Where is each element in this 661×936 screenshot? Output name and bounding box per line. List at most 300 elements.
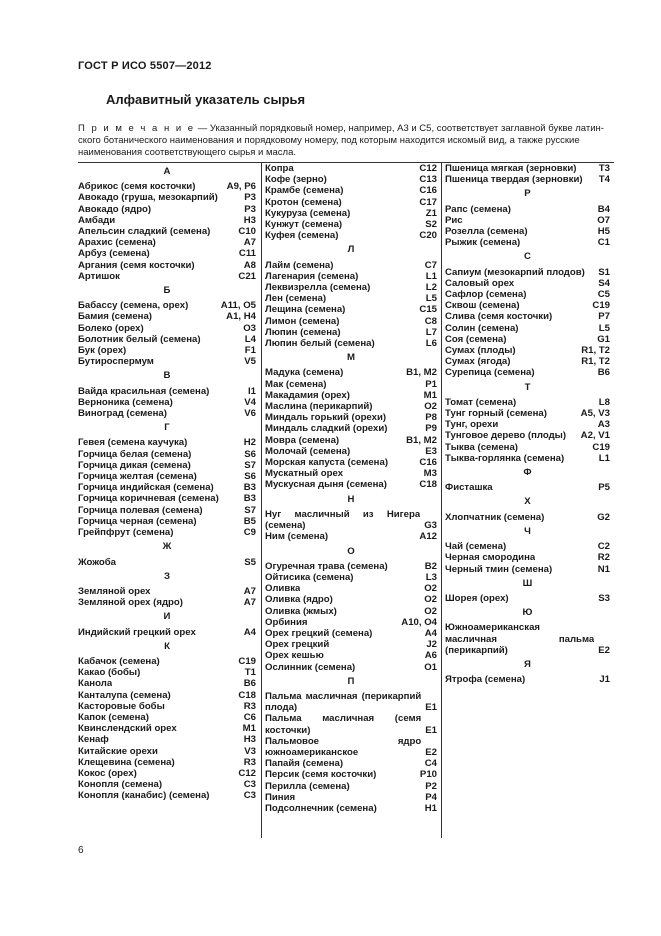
index-entry (265, 379, 437, 390)
entry-name: Верноника (семена) (78, 396, 173, 408)
entry-name: Земляной орех (ядро) (78, 597, 183, 609)
index-entry (265, 736, 437, 758)
entry-code: А7 (243, 597, 256, 609)
index-entry (265, 412, 437, 423)
entry-name: Горчица белая (семена) (78, 448, 192, 460)
entry-code: Е1 (425, 702, 437, 714)
entry-name: Черный тмин (семена) (445, 563, 553, 575)
entry-name: Авокадо (ядро) (78, 203, 152, 215)
entry-code: О2 (424, 605, 437, 617)
entry-code: М3 (423, 468, 437, 480)
section-letter: Ч (524, 525, 531, 537)
entry-name: Касторовые бобы (78, 700, 165, 712)
entry-name: Люпин (семена) (265, 326, 341, 338)
entry-code: Н3 (243, 214, 256, 226)
entry-code: N1 (597, 563, 610, 575)
index-entry (78, 482, 256, 493)
entry-name: Капок (семена) (78, 711, 149, 723)
entry-code: О2 (424, 401, 437, 413)
index-entry (78, 323, 256, 334)
section-letter: Г (164, 422, 170, 434)
entry-code: В3 (243, 493, 256, 505)
column-divider-1 (261, 162, 262, 838)
index-entry (265, 617, 437, 628)
index-entry (265, 650, 437, 661)
entry-name: Лайм (семена) (265, 259, 334, 271)
entry-code: С17 (419, 196, 437, 208)
entry-name: Чай (семена) (445, 541, 507, 553)
index-entry (78, 712, 256, 723)
entry-code: Р7 (598, 311, 610, 323)
entry-name: Миндаль сладкий (орехи) (265, 423, 388, 435)
entry-name: Сумах (ягода) (445, 356, 511, 368)
entry-code: G3 (424, 520, 437, 532)
entry-name: Сафлор (семена) (445, 289, 527, 301)
entry-code: Е2 (425, 746, 437, 758)
entry-code: С19 (592, 441, 610, 453)
index-entry (445, 215, 610, 226)
section-letter: Р (524, 188, 531, 200)
index-entry (78, 397, 256, 408)
entry-name: Ослинник (семена) (265, 661, 356, 673)
entry-name: Горчица индийская (семена) (78, 482, 214, 494)
section-letter: З (163, 570, 170, 582)
index-entry (265, 260, 437, 271)
entry-code: С15 (419, 304, 437, 316)
entry-name: Бутироспермум (78, 356, 154, 368)
entry-code: А4 (424, 627, 437, 639)
entry-code: В2 (424, 560, 437, 572)
entry-name: Молочай (семена) (265, 445, 351, 457)
section-letter: Ю (522, 607, 533, 619)
entry-name: Томат (семена) (445, 396, 517, 408)
entry-code: L1 (598, 452, 610, 464)
note-paragraph (78, 123, 614, 159)
index-entry (445, 408, 610, 419)
index-entry (78, 471, 256, 482)
entry-code: Р1 (425, 378, 437, 390)
index-entry (265, 271, 437, 282)
entry-name: Горчица желтая (семена) (78, 471, 197, 483)
entry-name: Бабассу (семена, орех) (78, 300, 189, 312)
entry-name: Пшеница мягкая (зерновки) (445, 163, 577, 174)
entry-name: Южноамериканская масличная пальма (перикарпий) (445, 622, 595, 656)
index-entry (78, 408, 256, 419)
entry-code: В6 (243, 678, 256, 690)
section-letter: И (163, 611, 171, 623)
entry-code: С2 (597, 541, 610, 553)
entry-name: Артишок (78, 270, 120, 282)
index-column-2 (265, 163, 437, 814)
entry-code: I1 (247, 385, 256, 397)
entry-code: Р2 (425, 780, 437, 792)
entry-name: Клещевина (семена) (78, 756, 175, 768)
entry-code: L5 (598, 322, 610, 334)
entry-name: Ятрофа (семена) (445, 674, 526, 686)
index-entry (265, 572, 437, 583)
entry-name: Канталупа (семена) (78, 689, 171, 701)
entry-code: S7 (244, 504, 256, 516)
index-entry (78, 746, 256, 757)
entry-name: Лагенария (семена) (265, 270, 359, 282)
entry-code: Z1 (425, 207, 437, 219)
entry-code: А7 (243, 237, 256, 249)
entry-code: Р5 (598, 482, 610, 494)
entry-code: R1, Т2 (581, 356, 610, 368)
index-entry (445, 278, 610, 289)
entry-name: Сумах (плоды) (445, 345, 516, 357)
index-entry (445, 345, 610, 356)
entry-code: J1 (599, 674, 610, 686)
index-entry (265, 468, 437, 479)
entry-code: G2 (597, 511, 610, 523)
entry-code: R2 (597, 552, 610, 564)
index-entry (265, 594, 437, 605)
index-entry (265, 282, 437, 293)
index-entry (78, 527, 256, 538)
entry-name: Кабачок (семена) (78, 655, 160, 667)
page-title: Алфавитный указатель сырья (106, 92, 306, 107)
index-entry (265, 185, 437, 196)
entry-name: Орех кешью (265, 650, 324, 662)
index-entry (78, 300, 256, 311)
entry-name: Тыква-горлянка (семена) (445, 452, 565, 464)
entry-code: Е3 (425, 445, 437, 457)
index-entry (78, 701, 256, 712)
section-letter: Х (524, 496, 531, 508)
index-entry (445, 512, 610, 523)
note-line-1: — Указанный порядковый номер, например, А3 и С5, соответствует заглавной букве латин- (195, 123, 604, 134)
entry-name: Кунжут (семена) (265, 219, 343, 231)
index-entry (78, 768, 256, 779)
entry-name: Горчица коричневая (семена) (78, 493, 219, 505)
index-entry (445, 163, 610, 174)
entry-name: Оливка (265, 583, 301, 595)
index-entry (78, 248, 256, 259)
entry-code: С13 (419, 174, 437, 186)
entry-name: Фисташка (445, 482, 493, 494)
index-entry (265, 509, 437, 531)
index-entry (78, 345, 256, 356)
entry-code: F1 (244, 345, 256, 357)
entry-code: Е2 (598, 644, 610, 656)
entry-name: Куфея (семена) (265, 230, 339, 242)
entry-name: Саловый орех (445, 277, 515, 289)
entry-name: Нуг масличный из Нигерa (семена) (265, 508, 421, 532)
entry-code: А9, Р6 (226, 181, 256, 193)
entry-name: Амбади (78, 214, 116, 226)
section-letter: К (164, 640, 170, 652)
entry-code: S5 (244, 556, 256, 568)
index-entry (265, 401, 437, 412)
index-entry (265, 293, 437, 304)
entry-name: Квинслендский орех (78, 723, 177, 735)
entry-name: Авокадо (груша, мезокарпий) (78, 192, 218, 204)
entry-name: Перилла (семена) (265, 780, 350, 792)
index-entry (265, 781, 437, 792)
entry-name: Кенаф (78, 734, 109, 746)
entry-code: А12 (419, 531, 437, 543)
index-entry (78, 516, 256, 527)
entry-name: Болотник белый (семена) (78, 333, 201, 345)
entry-name: Оливка (ядро) (265, 594, 333, 606)
index-entry (265, 583, 437, 594)
entry-name: Вайда красильная (семена) (78, 385, 210, 397)
index-entry (445, 397, 610, 408)
index-entry (445, 237, 610, 248)
index-entry (78, 226, 256, 237)
entry-name: Кукуруза (семена) (265, 207, 351, 219)
entry-code: G1 (597, 333, 610, 345)
index-column-1 (78, 163, 256, 802)
entry-code: V4 (244, 396, 256, 408)
entry-code: А4 (243, 626, 256, 638)
entry-name: Пальмовое ядро южноамериканское (265, 735, 422, 758)
entry-code: С21 (238, 270, 256, 282)
entry-code: Е1 (425, 724, 437, 736)
index-entry (445, 482, 610, 493)
entry-name: Макадамия (орех) (265, 389, 350, 401)
index-entry (78, 356, 256, 367)
entry-code: О2 (424, 594, 437, 606)
index-entry (445, 419, 610, 430)
index-entry (445, 593, 610, 604)
index-entry (78, 437, 256, 448)
entry-code: С19 (592, 300, 610, 312)
entry-code: S3 (598, 592, 610, 604)
index-entry (265, 367, 437, 378)
index-entry (78, 215, 256, 226)
entry-code: А10, О4 (401, 616, 437, 628)
entry-code: С8 (424, 315, 437, 327)
entry-name: Тунговое дерево (плоды) (445, 430, 567, 442)
index-entry (445, 541, 610, 552)
entry-name: Орех грецкий (семена) (265, 627, 373, 639)
entry-name: Рапс (семена) (445, 203, 511, 215)
entry-code: С11 (238, 248, 256, 260)
entry-code: С6 (243, 711, 256, 723)
index-entry (445, 430, 610, 441)
index-entry (265, 606, 437, 617)
entry-code: А5, V3 (580, 408, 610, 420)
index-entry (78, 237, 256, 248)
index-entry (78, 181, 256, 192)
entry-code: Н2 (243, 437, 256, 449)
index-entry (265, 758, 437, 769)
entry-code: В5 (243, 515, 256, 527)
entry-name: Крамбе (семена) (265, 185, 344, 197)
entry-code: А2, V1 (580, 430, 610, 442)
entry-name: Шорея (орех) (445, 592, 509, 604)
index-entry (78, 779, 256, 790)
entry-name: Мовра (семена) (265, 434, 340, 446)
entry-code: Т3 (598, 163, 610, 174)
entry-name: Ним (семена) (265, 531, 329, 543)
entry-code: S7 (244, 459, 256, 471)
entry-name: Апельсин сладкий (семена) (78, 226, 211, 238)
index-entry (78, 656, 256, 667)
entry-code: В6 (597, 367, 610, 379)
entry-name: Тунг горный (семена) (445, 408, 547, 420)
entry-code: С3 (243, 779, 256, 791)
entry-code: С7 (424, 259, 437, 271)
entry-name: Мускусная дыня (семена) (265, 479, 387, 491)
entry-code: R1, Т2 (581, 345, 610, 357)
entry-name: Миндаль горький (орехи) (265, 412, 387, 424)
entry-name: Гевея (семена каучука) (78, 437, 188, 449)
entry-name: Люпин белый (семена) (265, 338, 375, 350)
index-entry (445, 552, 610, 563)
index-entry (78, 723, 256, 734)
index-entry (445, 674, 610, 685)
index-entry (265, 230, 437, 241)
entry-code: L1 (425, 270, 437, 282)
entry-name: Мускатный орех (265, 468, 344, 480)
entry-code: Н3 (243, 734, 256, 746)
entry-code: L3 (425, 571, 437, 583)
section-letter: Т (524, 381, 531, 393)
entry-name: Розелла (семена) (445, 226, 528, 238)
section-letter: С (524, 251, 531, 263)
index-entry (78, 690, 256, 701)
entry-name: Сапиум (мезокарпий плодов) (445, 266, 585, 278)
entry-code: О7 (597, 214, 610, 226)
entry-code: С16 (419, 457, 437, 469)
index-entry (265, 327, 437, 338)
entry-code: С1 (597, 237, 610, 249)
index-entry (78, 734, 256, 745)
section-letter: Л (347, 244, 355, 256)
entry-code: R3 (243, 700, 256, 712)
entry-code: Н5 (597, 226, 610, 238)
entry-code: Р3 (244, 203, 256, 215)
entry-code: А3 (597, 419, 610, 431)
index-entry (445, 289, 610, 300)
index-entry (265, 446, 437, 457)
entry-code: С16 (419, 185, 437, 197)
section-letter: П (347, 675, 355, 687)
index-entry (78, 449, 256, 460)
entry-code: В3 (243, 482, 256, 494)
index-entry (78, 386, 256, 397)
entry-name: Виноград (семена) (78, 408, 167, 420)
entry-name: Канола (78, 678, 113, 690)
index-entry (265, 662, 437, 673)
document-header: ГОСТ Р ИСО 5507—2012 (78, 60, 212, 72)
entry-code: А6 (424, 650, 437, 662)
entry-name: Жожоба (78, 556, 116, 568)
entry-code: В1, М2 (406, 367, 437, 379)
index-entry (265, 803, 437, 814)
entry-name: Кокос (орех) (78, 767, 137, 779)
index-entry (265, 691, 437, 713)
entry-name: Рыжик (семена) (445, 237, 521, 249)
index-entry (265, 208, 437, 219)
entry-name: Папайя (семена) (265, 758, 344, 770)
entry-code: Р4 (425, 791, 437, 803)
entry-name: Горчица полевая (семена) (78, 504, 203, 516)
entry-code: L4 (244, 333, 256, 345)
index-entry (445, 267, 610, 278)
entry-name: Копра (265, 163, 294, 174)
entry-name: Конопля (канабис) (семена) (78, 790, 210, 802)
index-entry (265, 390, 437, 401)
section-letter: Н (347, 493, 355, 505)
index-entry (78, 460, 256, 471)
index-entry (445, 453, 610, 464)
entry-name: Морская капуста (семена) (265, 457, 389, 469)
index-entry (265, 435, 437, 446)
entry-code: М1 (242, 723, 256, 735)
entry-name: Аргания (семя косточки) (78, 259, 195, 271)
entry-code: S6 (244, 448, 256, 460)
index-entry (78, 311, 256, 322)
entry-name: Конопля (семена) (78, 779, 163, 791)
index-entry (445, 323, 610, 334)
entry-name: Орбиния (265, 616, 308, 628)
entry-code: С12 (238, 767, 256, 779)
entry-code: Р8 (425, 412, 437, 424)
section-letter: Ф (523, 467, 532, 479)
entry-name: Земляной орех (78, 585, 151, 597)
index-entry (445, 622, 610, 656)
entry-name: Маслина (перикарпий) (265, 401, 373, 413)
entry-code: V6 (244, 408, 256, 420)
entry-code: С4 (424, 758, 437, 770)
index-entry (78, 192, 256, 203)
entry-code: С5 (597, 289, 610, 301)
index-entry (78, 505, 256, 516)
index-entry (445, 564, 610, 575)
note-label: П р и м е ч а н и е (78, 123, 196, 134)
entry-name: Пшеница твердая (зерновки) (445, 174, 583, 186)
index-entry (78, 678, 256, 689)
entry-name: Мадука (семена) (265, 367, 344, 379)
index-entry (445, 334, 610, 345)
entry-name: Черная смородина (445, 552, 536, 564)
entry-name: Пальма масличная (перикарпий плода) (265, 690, 422, 714)
entry-code: R3 (243, 756, 256, 768)
entry-code: S2 (425, 219, 437, 231)
entry-code: С3 (243, 790, 256, 802)
entry-code: L7 (425, 326, 437, 338)
entry-name: Пальма масличная (семя косточки) (265, 713, 422, 736)
page-number: 6 (78, 845, 84, 856)
entry-name: Лещина (семена) (265, 304, 346, 316)
entry-name: Кротон (семена) (265, 196, 342, 208)
index-entry (78, 586, 256, 597)
index-entry (78, 790, 256, 801)
index-entry (445, 174, 610, 185)
entry-code: V3 (244, 745, 256, 757)
note-line-2: ского ботанического наименования и порядковому номеру, под которым находится искомый вид, а также русские (78, 135, 580, 146)
entry-code: Т4 (598, 174, 610, 186)
entry-code: S1 (598, 266, 610, 278)
index-entry (265, 713, 437, 735)
entry-name: Индийский грецкий орех (78, 626, 196, 638)
index-entry (78, 271, 256, 282)
index-entry (265, 219, 437, 230)
entry-name: Подсолнечник (семена) (265, 802, 377, 814)
entry-name: Горчица черная (семена) (78, 515, 197, 527)
entry-code: S4 (598, 277, 610, 289)
entry-code: L5 (425, 293, 437, 305)
entry-code: L6 (425, 338, 437, 350)
index-entry (265, 769, 437, 780)
entry-code: Р9 (425, 423, 437, 435)
index-entry (445, 442, 610, 453)
index-entry (78, 757, 256, 768)
